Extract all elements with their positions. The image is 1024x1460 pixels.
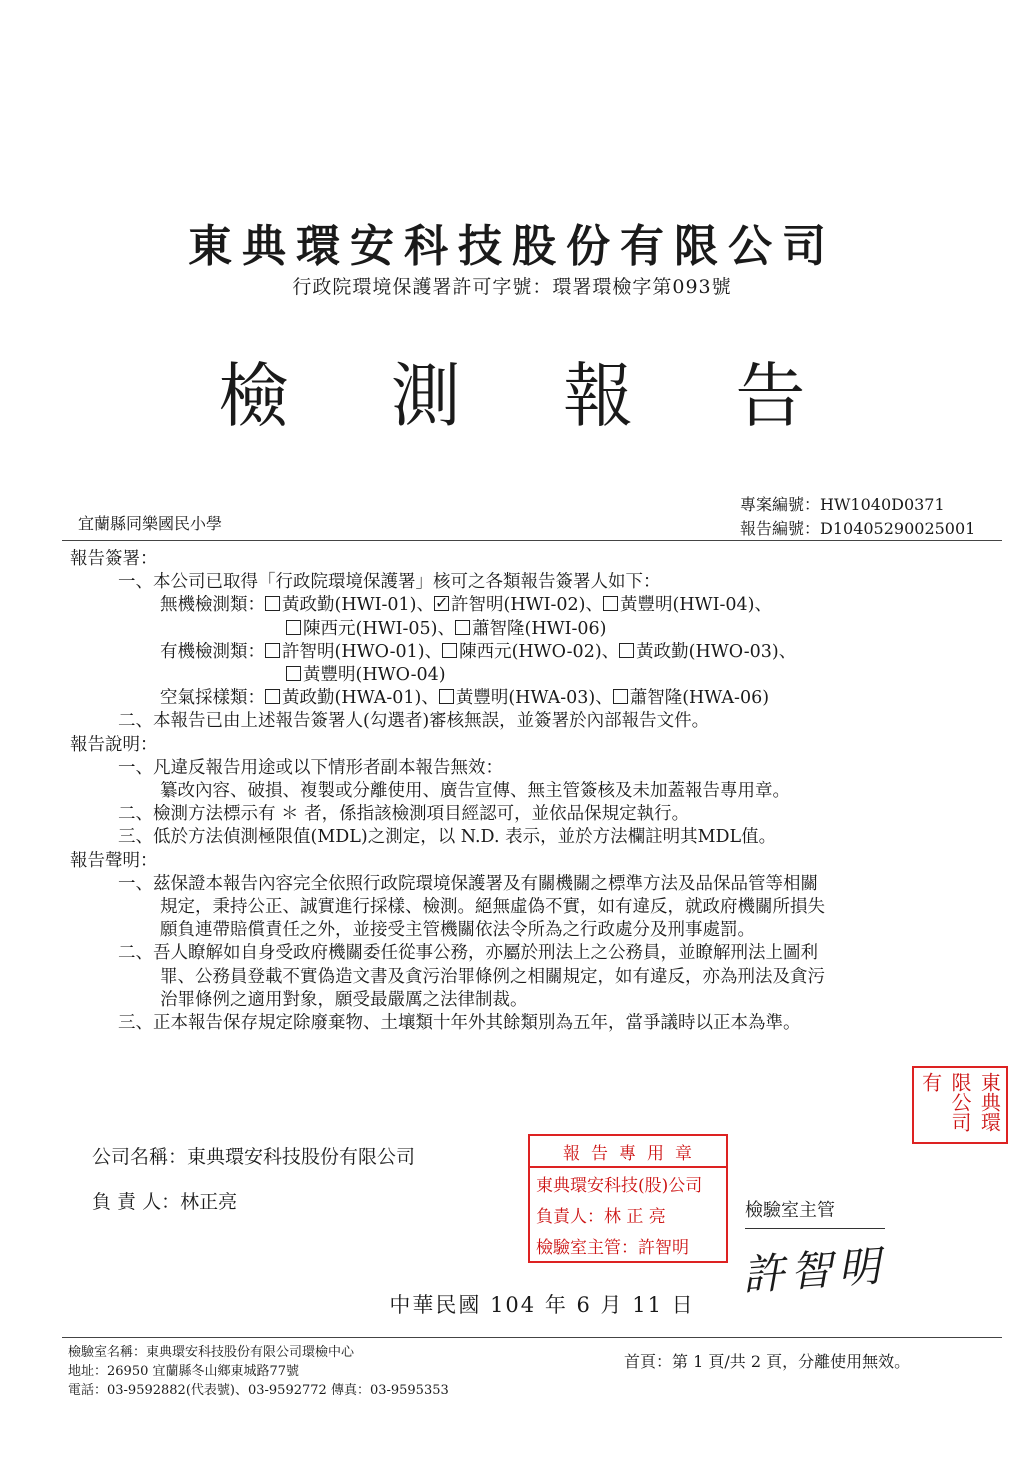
footer-address: 地址：26950 宜蘭縣冬山鄉東城路77號 — [68, 1364, 300, 1379]
seal-column-3: 有 — [918, 1072, 943, 1092]
checkbox-hwo-01[interactable] — [265, 643, 280, 658]
checkbox-hwa-01[interactable] — [265, 689, 280, 704]
organic-row-1 — [70, 641, 1010, 664]
organic-row-2 — [70, 664, 1010, 687]
permit-number: 行政院環境保護署許可字號：環署環檢字第093號 — [292, 276, 732, 298]
signer-hwa-06: 蕭智隆(HWA-06) — [629, 688, 770, 709]
footer-info — [68, 1343, 449, 1400]
company-name-line: 公司名稱：東典環安科技股份有限公司 — [92, 1146, 416, 1168]
organic-label: 有機檢測類： — [160, 641, 265, 662]
signer-hwo-04: 黃豐明(HWO-04) — [303, 665, 446, 686]
signer-hwi-04: 黃豐明(HWI-04)、 — [620, 595, 772, 616]
signing-item-2: 二、本報告已由上述報告簽署人(勾選者)審核無誤，並簽署於內部報告文件。 — [118, 711, 710, 732]
report-date: 中華民國 104 年 6 月 11 日 — [389, 1293, 695, 1317]
report-body — [70, 548, 1010, 1035]
checkbox-hwi-01[interactable] — [265, 596, 280, 611]
declaration-item-2-line-2: 罪、公務員登載不實偽造文書及貪污治罪條例之相關規定，如有違反，亦為刑法及貪污 — [160, 966, 825, 987]
signer-hwi-05: 陳西元(HWI-05)、 — [303, 618, 455, 639]
declaration-item-2-line-3: 治罪條例之適用對象，願受最嚴厲之法律制裁。 — [160, 989, 528, 1010]
stamp-line-3: 檢驗室主管：許智明 — [536, 1238, 689, 1258]
signer-hwa-03: 黃豐明(HWA-03)、 — [455, 688, 613, 709]
seal-column-1: 東典環 — [977, 1072, 1002, 1132]
signer-hwa-01: 黃政勤(HWA-01)、 — [282, 688, 439, 709]
explanation-item-2: 二、檢測方法標示有 ＊ 者，係指該檢測項目經認可，並依品保規定執行。 — [118, 804, 690, 825]
checkbox-hwi-02[interactable] — [434, 596, 449, 611]
stamp-line-1: 東典環安科技(股)公司 — [536, 1176, 703, 1196]
client-name: 宜蘭縣同樂國民小學 — [78, 514, 223, 533]
supervisor-signature: 許智明 — [740, 1241, 888, 1300]
signer-hwo-02: 陳西元(HWO-02)、 — [459, 641, 620, 662]
seal-column-2: 限公司 — [947, 1072, 972, 1132]
air-row — [70, 687, 1010, 710]
explanation-item-1-detail: 纂改內容、破損、複製或分離使用、廣告宣傳、無主管簽核及未加蓋報告專用章。 — [160, 781, 790, 802]
air-label: 空氣採樣類： — [160, 688, 265, 709]
declaration-heading: 報告聲明： — [70, 850, 158, 871]
document-title: 檢 測 報 告 — [218, 355, 846, 437]
signer-hwi-06: 蕭智隆(HWI-06) — [472, 618, 607, 639]
report-ids — [740, 493, 975, 541]
checkbox-hwi-05[interactable] — [286, 620, 301, 635]
explanation-item-1: 一、凡違反報告用途或以下情形者副本報告無效： — [118, 757, 503, 778]
checkbox-hwi-06[interactable] — [455, 620, 470, 635]
company-seal — [912, 1066, 1008, 1144]
signer-hwi-02: 許智明(HWI-02)、 — [451, 595, 603, 616]
stamp-line-2: 負責人：林 正 亮 — [536, 1207, 666, 1227]
header-divider — [62, 540, 1002, 541]
signing-heading: 報告簽署： — [70, 549, 158, 569]
declaration-item-2-line-1: 二、吾人瞭解如自身受政府機關委任從事公務，亦屬於刑法上之公務員，並瞭解刑法上圖利 — [118, 943, 818, 964]
signer-hwo-03: 黃政勤(HWO-03)、 — [636, 641, 797, 662]
checkbox-hwo-03[interactable] — [619, 643, 634, 658]
project-number: 專案編號：HW1040D0371 — [740, 495, 945, 514]
declaration-item-1-line-2: 規定，秉持公正、誠實進行採樣、檢測。絕無虛偽不實，如有違反，就政府機關所損失 — [160, 897, 825, 918]
inorganic-row-2 — [70, 618, 1010, 641]
inorganic-row-1 — [70, 594, 1010, 617]
supervisor-label: 檢驗室主管 — [745, 1196, 885, 1229]
checkbox-hwa-03[interactable] — [439, 689, 454, 704]
report-number: 報告編號：D10405290025001 — [740, 519, 976, 538]
footer-lab: 檢驗室名稱：東典環安科技股份有限公司環檢中心 — [68, 1345, 355, 1360]
signing-intro: 一、本公司已取得「行政院環境保護署」核可之各類報告簽署人如下： — [118, 572, 661, 593]
checkbox-hwa-06[interactable] — [613, 689, 628, 704]
page-info: 首頁：第 1 頁/共 2 頁，分離使用無效。 — [624, 1352, 911, 1371]
explanation-heading: 報告說明： — [70, 734, 158, 755]
responsible-person-line: 負 責 人：林正亮 — [92, 1191, 238, 1213]
declaration-item-1-line-1: 一、茲保證本報告內容完全依照行政院環境保護署及有關機關之標準方法及品保品管等相關 — [118, 873, 818, 894]
footer-divider — [62, 1337, 1002, 1338]
checkbox-hwo-02[interactable] — [442, 643, 457, 658]
signer-hwi-01: 黃政勤(HWI-01)、 — [282, 595, 434, 616]
company-title: 東典環安科技股份有限公司 — [188, 221, 836, 272]
footer-phone: 電話：03-9592882(代表號)、03-9592772 傳真：03-9595353 — [68, 1383, 449, 1398]
signer-hwo-01: 許智明(HWO-01)、 — [282, 641, 443, 662]
declaration-item-1-line-3: 願負連帶賠償責任之外，並接受主管機關依法令所為之行政處分及刑事處罰。 — [160, 920, 755, 941]
checkbox-hwi-04[interactable] — [603, 596, 618, 611]
inorganic-label: 無機檢測類： — [160, 595, 265, 616]
report-stamp — [528, 1134, 728, 1263]
checkbox-hwo-04[interactable] — [286, 666, 301, 681]
explanation-item-3: 三、低於方法偵測極限值(MDL)之測定，以 N.D. 表示，並於方法欄註明其MDL值。 — [118, 827, 777, 848]
stamp-header: 報告專用章 — [530, 1136, 726, 1168]
declaration-item-3: 三、正本報告保存規定除廢棄物、土壤類十年外其餘類別為五年，當爭議時以正本為準。 — [118, 1013, 801, 1034]
